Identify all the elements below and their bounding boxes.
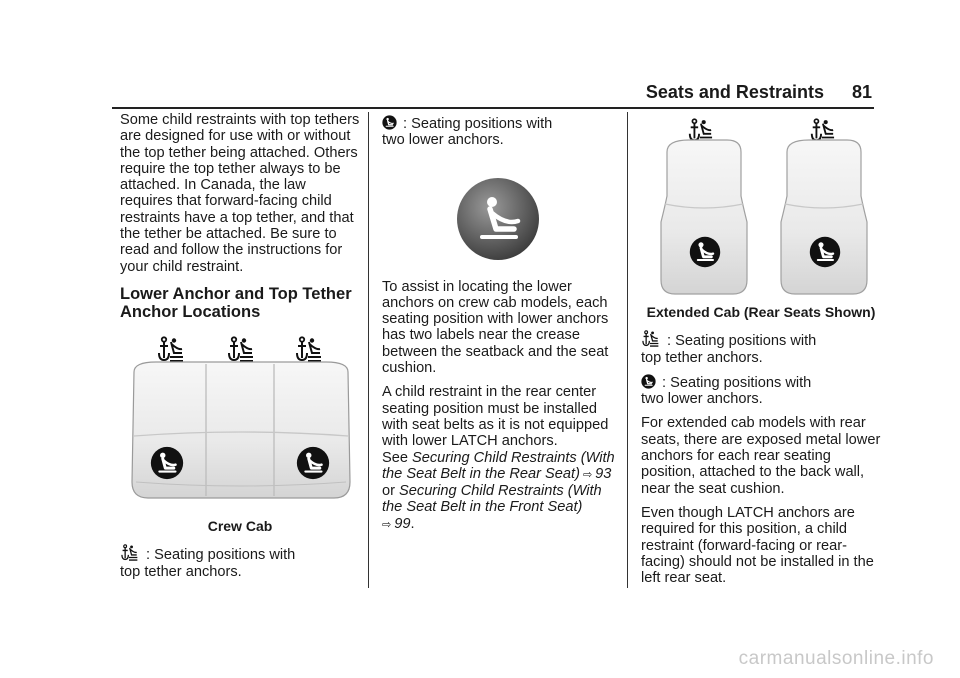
top-tether-icon — [641, 330, 659, 348]
extended-cab-paragraph: For extended cab models with rear seats, there are exposed metal lower anchors for each rear seating position, attached to the back wall, near the seat cushion. — [641, 415, 881, 497]
extended-cab-figure — [649, 112, 879, 298]
watermark: carmanualsonline.info — [738, 648, 934, 669]
tether-note: : Seating positions with top tether anchors. — [641, 330, 881, 366]
lower-anchor-label-figure — [456, 177, 540, 261]
column-1 — [120, 112, 360, 580]
column-divider — [368, 112, 369, 588]
header-rule — [112, 107, 874, 109]
page-arrow-icon: ⇨ — [582, 467, 593, 481]
page-arrow-icon: ⇨ — [382, 517, 392, 531]
center-seat-paragraph: A child restraint in the rear center seating position must be installed with seat belts as it is not equipped with lower LATCH anchors. See Securing Child Restraints (With the Seat Belt in the Rear Seat) ⇨ 93 or Securing Child Restraints (With the Seat Belt in the Front Seat) ⇨ 99. — [382, 384, 615, 532]
crew-cab-figure — [126, 332, 356, 510]
lower-anchor-icon — [382, 115, 397, 130]
column-divider — [627, 112, 628, 588]
figure-caption: Extended Cab (Rear Seats Shown) — [646, 304, 876, 320]
page-number: 81 — [851, 82, 872, 102]
lower-anchor-icon — [641, 374, 656, 389]
tether-note: : Seating positions with top tether anchors. — [120, 544, 360, 580]
assist-paragraph: To assist in locating the lower anchors on crew cab models, each seating position with lower anchors has two labels near the crease between the seatback and the seat cushion. — [382, 278, 609, 377]
ref-link-front-seat[interactable]: Securing Child Restraints (With the Seat Belt in the Front Seat) — [382, 483, 602, 516]
column-3 — [641, 112, 881, 594]
section-title: Seats and Restraints — [645, 82, 824, 102]
ref-link-rear-seat[interactable]: Securing Child Restraints (With the Seat Belt in the Rear Seat) — [382, 449, 615, 482]
intro-paragraph: Some child restraints with top tethers are designed for use with or without the top tether being attached. Others require the top tether always to be attached. In Canada, the law requires that forward-facing child restraints have a top tether, and that the tether be attached. Be sure to read and follow the instructions for your child restraint. — [120, 112, 360, 275]
top-tether-icon — [120, 544, 138, 562]
section-heading: Lower Anchor and Top Tether Anchor Locations — [120, 284, 352, 322]
latch-warning-paragraph: Even though LATCH anchors are required for this position, a child restraint (forward-facing or rear-facing) should not be installed in the left rear seat. — [641, 504, 874, 587]
column-2 — [382, 112, 618, 541]
figure-caption: Crew Cab — [207, 517, 273, 534]
anchor-note: : Seating positions with two lower anchors. — [382, 116, 553, 149]
ref-page-99[interactable]: 99 — [394, 515, 411, 532]
anchor-note: : Seating positions with two lower anchors. — [641, 374, 812, 408]
page-header — [646, 82, 872, 103]
ref-page-93[interactable]: 93 — [595, 465, 612, 482]
